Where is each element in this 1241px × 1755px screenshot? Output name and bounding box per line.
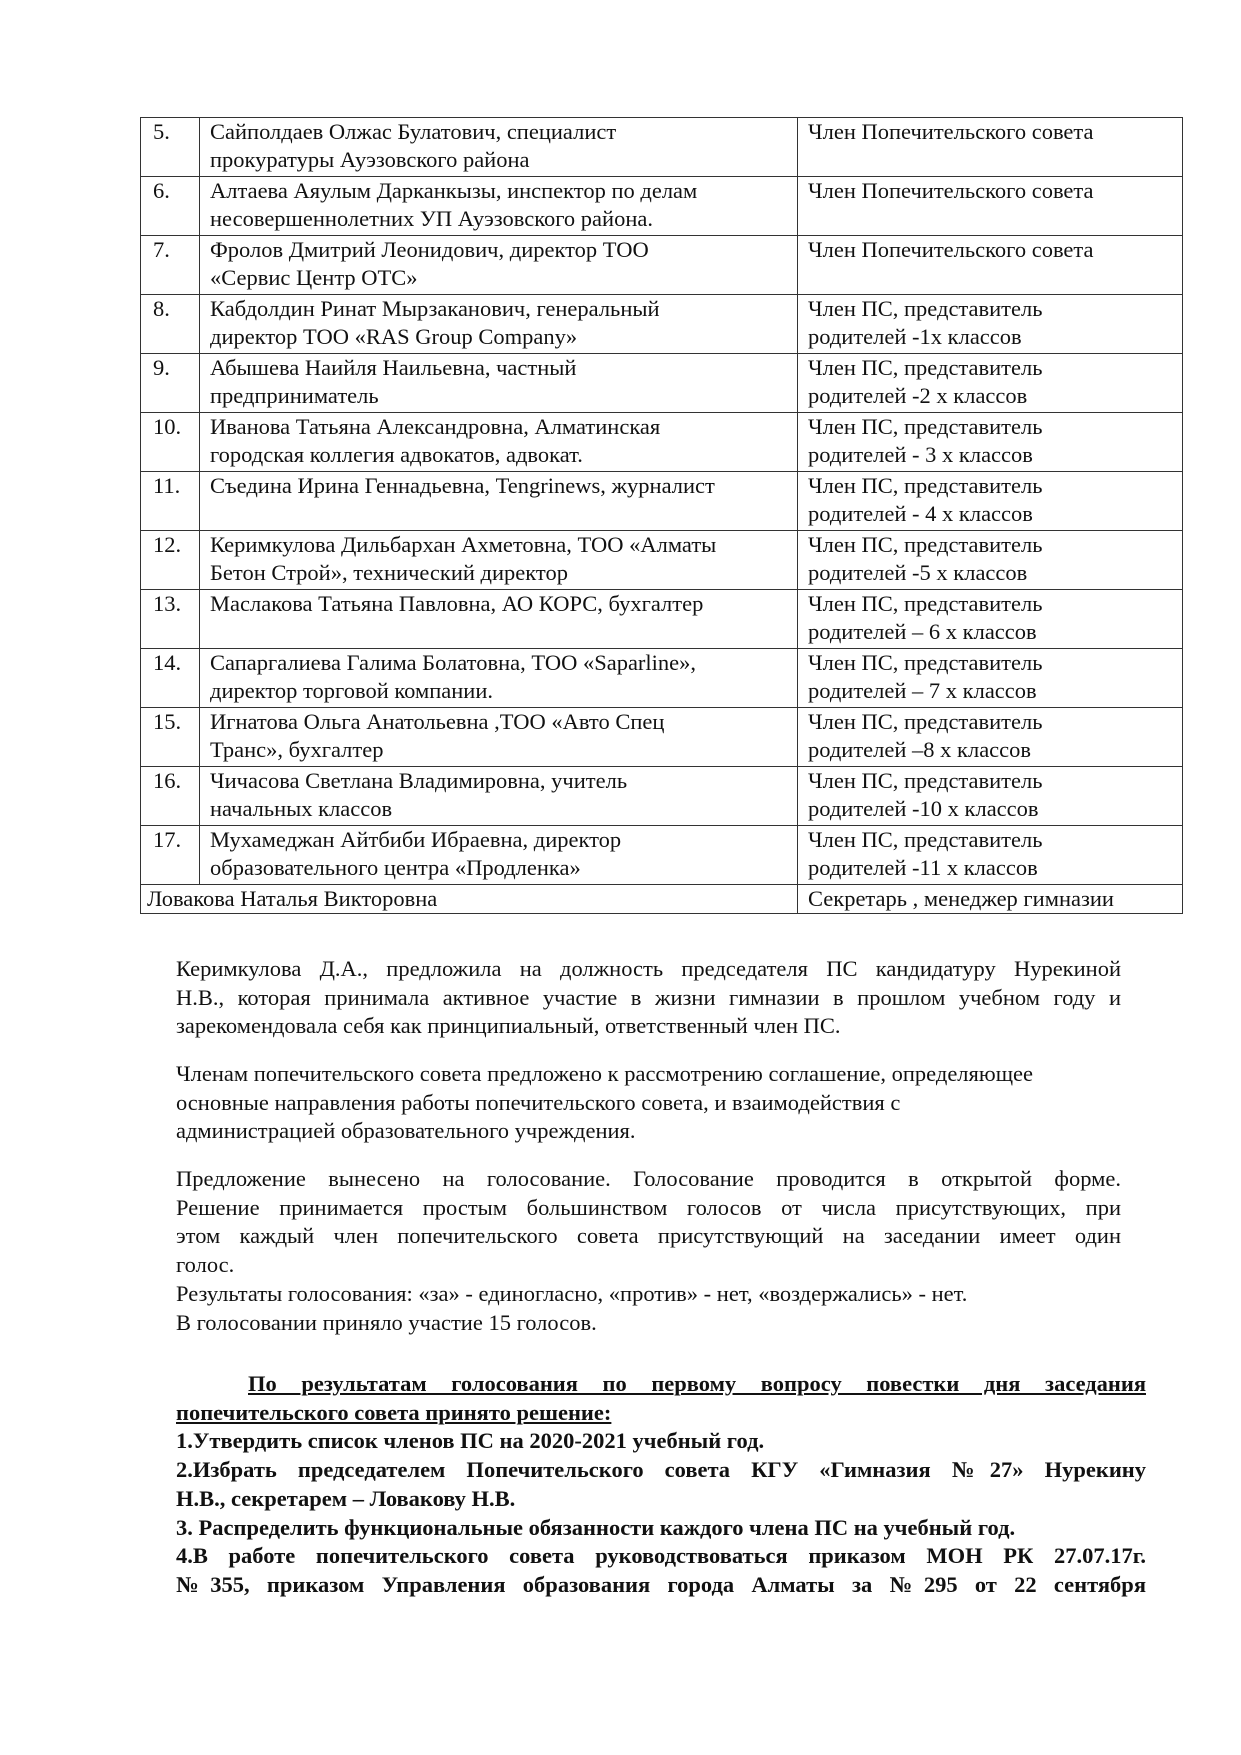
decision-section: [176, 1370, 1146, 1600]
row-number: 13.: [141, 590, 200, 649]
member-role-line: родителей -1х классов: [808, 323, 1022, 349]
member-role-cell: [798, 826, 1183, 885]
member-role-cell: [798, 354, 1183, 413]
paragraph-line: Керимкулова Д.А., предложила на должность председателя ПС кандидатуру Нурекиной: [176, 956, 1121, 981]
row-number: 6.: [141, 177, 200, 236]
member-role-cell: [798, 767, 1183, 826]
member-name-cell: [200, 590, 798, 649]
member-name-line: начальных классов: [210, 795, 393, 821]
member-role-line: Член ПС, представитель: [808, 650, 1043, 675]
table-row: [141, 708, 1183, 767]
member-name-cell: [200, 413, 798, 472]
member-role-cell: [798, 295, 1183, 354]
table-row: [141, 590, 1183, 649]
member-role-line: родителей - 4 х классов: [808, 500, 1033, 526]
row-number: 12.: [141, 531, 200, 590]
member-role-line: Член ПС, представитель: [808, 532, 1043, 557]
table-row: [141, 295, 1183, 354]
member-role-line: Член ПС, представитель: [808, 709, 1043, 734]
member-role-line: Член Попечительского совета: [808, 178, 1094, 203]
member-role-cell: [798, 413, 1183, 472]
row-number: 16.: [141, 767, 200, 826]
member-role-line: родителей -10 х классов: [808, 795, 1039, 821]
member-role-line: родителей -11 х классов: [808, 854, 1038, 880]
decision-heading: По результатам голосования по первому вопросу повестки дня заседания: [248, 1371, 1146, 1396]
decision-item-3: 3. Распределить функциональные обязанности каждого члена ПС на учебный год.: [176, 1514, 1016, 1540]
table-row: [141, 531, 1183, 590]
row-number: 8.: [141, 295, 200, 354]
member-name-cell: [200, 708, 798, 767]
member-role-line: родителей – 7 х классов: [808, 677, 1037, 703]
member-name-line: несовершеннолетних УП Ауэзовского района.: [210, 205, 653, 231]
member-name-line: Бетон Строй», технический директор: [210, 559, 568, 585]
member-role-line: родителей -5 х классов: [808, 559, 1028, 585]
member-name-line: директор торговой компании.: [210, 677, 493, 703]
table-row: [141, 472, 1183, 531]
member-name-cell: [200, 118, 798, 177]
member-name-line: Иванова Татьяна Александровна, Алматинская: [210, 414, 661, 439]
member-role-line: Член ПС, представитель: [808, 591, 1043, 616]
member-role-line: родителей - 3 х классов: [808, 441, 1033, 467]
secretary-name: Ловакова Наталья Викторовна: [141, 885, 798, 914]
member-name-line: прокуратуры Ауэзовского района: [210, 146, 530, 172]
member-name-line: Абышева Наийля Наильевна, частный: [210, 355, 577, 380]
row-number: 15.: [141, 708, 200, 767]
decision-item-4-continued: №355, приказом Управления образования города Алматы за №295 от 22 сентября: [176, 1571, 1146, 1597]
row-number: 11.: [141, 472, 200, 531]
paragraph-line: администрацией образовательного учреждения.: [176, 1118, 636, 1144]
member-role-line: Член Попечительского совета: [808, 237, 1094, 262]
member-role-line: родителей –8 х классов: [808, 736, 1032, 762]
member-role-cell: [798, 236, 1183, 295]
member-role-line: Член ПС, представитель: [808, 827, 1043, 852]
member-name-line: Чичасова Светлана Владимировна, учитель: [210, 768, 628, 793]
member-name-line: директор ТОО «RAS Group Company»: [210, 323, 578, 349]
member-role-line: Член Попечительского совета: [808, 119, 1094, 144]
member-role-line: Член ПС, представитель: [808, 414, 1043, 439]
row-number: 14.: [141, 649, 200, 708]
secretary-role: Секретарь , менеджер гимназии: [798, 885, 1183, 914]
paragraph-line: Членам попечительского совета предложено к рассмотрению соглашение, определяющее: [176, 1061, 1033, 1086]
member-role-line: Член ПС, представитель: [808, 355, 1043, 380]
table-row: [141, 413, 1183, 472]
member-name-line: Сапаргалиева Галима Болатовна, ТОО «Saparline»,: [210, 650, 697, 675]
member-role-line: родителей -2 х классов: [808, 382, 1028, 408]
table-row: [141, 767, 1183, 826]
decision-item-2: 2.Избрать председателем Попечительского совета КГУ «Гимназия №27» Нурекину: [176, 1457, 1146, 1483]
row-number: 17.: [141, 826, 200, 885]
member-name-line: Маслакова Татьяна Павловна, АО КОРС, бухгалтер: [210, 591, 704, 616]
table-row: [141, 118, 1183, 177]
member-role-line: Член ПС, представитель: [808, 473, 1043, 498]
member-role-cell: [798, 590, 1183, 649]
table-row: [141, 826, 1183, 885]
member-name-cell: [200, 826, 798, 885]
member-name-line: Игнатова Ольга Анатольевна ,ТОО «Авто Спец: [210, 709, 665, 734]
member-name-line: Алтаева Аяулым Дарканкызы, инспектор по делам: [210, 178, 698, 203]
member-role-cell: [798, 118, 1183, 177]
paragraph-line: зарекомендовала себя как принципиальный, ответственный член ПС.: [176, 1013, 841, 1039]
table-row: [141, 354, 1183, 413]
member-role-cell: [798, 531, 1183, 590]
member-name-cell: [200, 649, 798, 708]
member-name-cell: [200, 295, 798, 354]
decision-item-2-continued: Н.В., секретарем – Ловакову Н.В.: [176, 1485, 516, 1511]
row-number: 5.: [141, 118, 200, 177]
paragraph-agreement: [176, 1060, 1121, 1146]
member-name-line: Мухамеджан Айтбиби Ибраевна, директор: [210, 827, 622, 852]
voting-results: Результаты голосования: «за» - единогласно, «против» - нет, «воздержались» - нет.: [176, 1280, 968, 1306]
paragraph-line: Предложение вынесено на голосование. Голосование проводится в открытой форме.: [176, 1166, 1121, 1191]
decision-item-4: 4.В работе попечительского совета руководствоваться приказом МОН РК 27.07.17г.: [176, 1543, 1146, 1569]
member-role-cell: [798, 649, 1183, 708]
member-role-line: Член ПС, представитель: [808, 768, 1043, 793]
row-number: 7.: [141, 236, 200, 295]
member-name-line: Фролов Дмитрий Леонидович, директор ТОО: [210, 237, 649, 262]
paragraph-line: Решение принимается простым большинством голосов от числа присутствующих, при: [176, 1194, 1121, 1220]
secretary-row: [141, 885, 1183, 914]
paragraph-line: этом каждый член попечительского совета присутствующий на заседании имеет один: [176, 1223, 1121, 1249]
member-role-cell: [798, 177, 1183, 236]
members-table: [140, 117, 1183, 914]
member-name-cell: [200, 177, 798, 236]
row-number: 10.: [141, 413, 200, 472]
member-name-line: «Сервис Центр ОТС»: [210, 264, 418, 290]
paragraph-line: голос.: [176, 1252, 235, 1278]
paragraph-candidate: [176, 955, 1121, 1041]
member-name-line: Кабдолдин Ринат Мырзаканович, генеральный: [210, 296, 660, 321]
decision-heading-continued: попечительского совета принято решение:: [176, 1399, 612, 1425]
voting-participants: В голосовании приняло участие 15 голосов.: [176, 1309, 597, 1335]
member-name-line: Транс», бухгалтер: [210, 736, 384, 762]
member-name-cell: [200, 767, 798, 826]
member-name-line: Съедина Ирина Геннадьевна, Tengrinews, журналист: [210, 473, 715, 498]
member-name-line: Керимкулова Дильбархан Ахметовна, ТОО «Алматы: [210, 532, 717, 557]
member-name-line: образовательного центра «Продленка»: [210, 854, 581, 880]
member-name-cell: [200, 472, 798, 531]
member-name-cell: [200, 531, 798, 590]
member-name-line: Сайполдаев Олжас Булатович, специалист: [210, 119, 617, 144]
paragraph-voting: [176, 1165, 1121, 1337]
decision-item-1: 1.Утвердить список членов ПС на 2020-2021 учебный год.: [176, 1428, 765, 1454]
member-role-line: родителей – 6 х классов: [808, 618, 1037, 644]
member-role-cell: [798, 472, 1183, 531]
table-row: [141, 236, 1183, 295]
member-name-cell: [200, 236, 798, 295]
member-name-line: городская коллегия адвокатов, адвокат.: [210, 441, 583, 467]
members-table-body: [141, 118, 1183, 914]
member-role-line: Член ПС, представитель: [808, 296, 1043, 321]
table-row: [141, 177, 1183, 236]
table-row: [141, 649, 1183, 708]
member-name-line: предприниматель: [210, 382, 379, 408]
member-role-cell: [798, 708, 1183, 767]
member-name-cell: [200, 354, 798, 413]
row-number: 9.: [141, 354, 200, 413]
paragraph-line: Н.В., которая принимала активное участие в жизни гимназии в прошлом учебном году и: [176, 984, 1121, 1010]
paragraph-line: основные направления работы попечительского совета, и взаимодействия с: [176, 1089, 901, 1115]
